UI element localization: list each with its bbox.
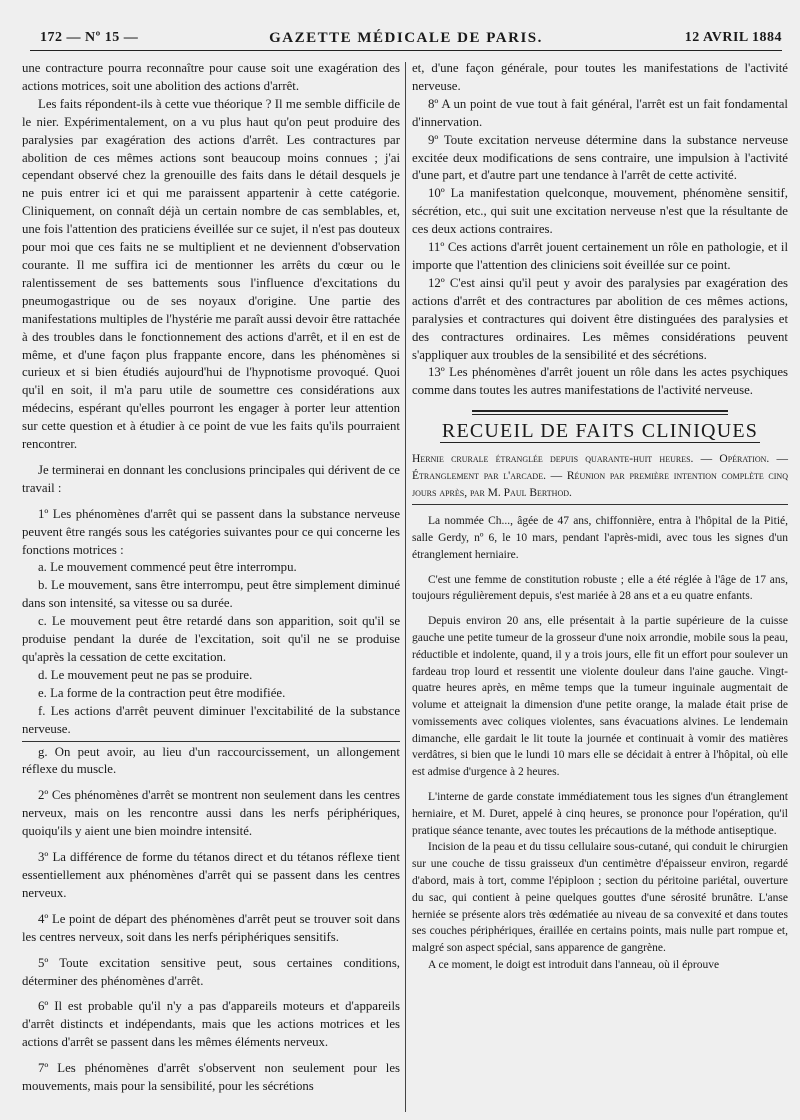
conclusion-subitem: d. Le mouvement peut ne pas se produire. <box>38 667 253 682</box>
paragraph: L'interne de garde constate immédiatement tous les signes d'un étranglement herniaire, et M. Duret, appelé à cinq heures, se prononce pour l'opération, qu'il pratique séance tenante, avec toutes les précautions de la méthode antiseptique. <box>412 791 788 837</box>
conclusion-subitem: e. La forme de la contraction peut être modifiée. <box>38 685 286 700</box>
conclusion-subitem: c. Le mouvement peut être retardé dans son apparition, soit qu'il se produise pendant la durée de l'excitation, soit qu'il ne se produise qu'après la cessation de cette excitation. <box>22 614 400 664</box>
conclusion-subitem: f. Les actions d'arrêt peuvent diminuer l'excitabilité de la substance nerveuse. <box>22 703 400 736</box>
conclusion-item: 7º Les phénomènes d'arrêt s'observent non seulement pour les mouvements, mais pour la sensibilité, pour les sécrétions <box>22 1061 400 1094</box>
conclusion-item: 11º Ces actions d'arrêt jouent certainement un rôle en pathologie, et il importe que l'attention des cliniciens soit éveillée sur ce point. <box>412 240 788 272</box>
journal-title: GAZETTE MÉDICALE DE PARIS. <box>269 30 543 46</box>
conclusion-subitem: b. Le mouvement, sans être interrompu, peut être simplement diminué dans son intensité, sa vitesse ou sa durée. <box>22 578 400 611</box>
article-heading: Hernie crurale étranglée depuis quarante-huit heures. — Opération. — Étranglement par l'arcade. — Réunion par première intention complète cinq jours après, par M. Paul Berthod. <box>412 451 788 505</box>
conclusion-item: 5º Toute excitation sensitive peut, sous certaines conditions, déterminer des phénomènes d'arrêt. <box>22 955 400 988</box>
paragraph: La nommée Ch..., âgée de 47 ans, chiffonnière, entra à l'hôpital de la Pitié, salle Gerdy, nº 6, le 10 mars, pendant l'après-midi, avec tous les signes d'un étranglement herniaire. <box>412 515 788 561</box>
paragraph: A ce moment, le doigt est introduit dans l'anneau, où il éprouve <box>428 959 720 972</box>
conclusion-item: 4º Le point de départ des phénomènes d'arrêt peut se trouver soit dans les centres nerveux, soit dans les nerfs périphériques sensitifs. <box>22 911 400 944</box>
conclusion-item: 12º C'est ainsi qu'il peut y avoir des paralysies par exagération des actions d'arrêt et des contractures par abolition de ces mêmes actions, paralysies et contractures qui doivent être distinguées des paralysies et des contractures ordinaires. Les mêmes considérations peuvent s'appliquer aux troubles de la sensibilité et des sécrétions. <box>412 275 788 362</box>
conclusion-item: 2º Ces phénomènes d'arrêt se montrent non seulement dans les centres nerveux, mais on les rencontre aussi dans les nerfs périphériques, quoiqu'ils y aient une bien moindre intensité. <box>22 788 400 839</box>
section-title <box>412 420 788 443</box>
conclusion-item: 9º Toute excitation nerveuse détermine dans la substance nerveuse excitée deux modifications de sens contraire, une impulsion à l'activité d'une part, et d'autre part une tendance à l'arrêt de cette activité. <box>412 132 788 183</box>
paragraph: une contracture pourra reconnaître pour cause soit une exagération des actions motrices, soit une abolition des actions d'arrêt. <box>22 61 400 93</box>
left-column <box>22 60 400 1096</box>
conclusion-subitem: g. On peut avoir, au lieu d'un raccourcissement, un allongement réflexe du muscle. <box>22 744 400 777</box>
conclusion-item: 8º A un point de vue tout à fait général, l'arrêt est un fait fondamental d'innervation. <box>412 96 788 129</box>
paragraph: C'est une femme de constitution robuste ; elle a été réglée à l'âge de 17 ans, toujours régulièrement depuis, s'est mariée à 28 ans et a eu quatre enfants. <box>412 573 788 603</box>
article-body <box>412 513 788 974</box>
conclusion-item: 1º Les phénomènes d'arrêt qui se passent dans la substance nerveuse peuvent être rangés sous les catégories suivantes pour ce qui concerne les fonctions motrices : <box>22 506 400 557</box>
right-column <box>412 60 788 974</box>
conclusion-item: 3º La différence de forme du tétanos direct et du tétanos réflexe tient essentiellement aux phénomènes d'arrêt qui se passent dans les centres nerveux. <box>22 850 400 900</box>
section-title-text: RECUEIL DE FAITS CLINIQUES <box>441 420 759 443</box>
paragraph: Depuis environ 20 ans, elle présentait à la partie supérieure de la cuisse gauche une petite tumeur de la grosseur d'une noix arrondie, mobile sous la peau, réductible et indolente, quand, il y a trois jours, elle fit un effort pour soulever un fardeau trop lourd et ressentit une violente douleur dans l'aine gauche. Vingt-quatre heures après, en même temps que la tumeur inguinale augmentait de volume et atteignait la dimension d'une petite orange, la malade était prise de vomissements avec coliques violentes, sans évacuations alvines. Le lendemain dimanche, elle gardait le lit toute la journée et continuait à vomir des matières verdâtres, si bien que le lundi 10 mars elle se décidait à entrer à l'hôpital, où elle est admise d'urgence à 2 heures. <box>412 615 788 779</box>
conclusion-item: 6º Il est probable qu'il n'y a pas d'appareils moteurs et d'appareils d'arrêt distincts et indépendants, mais que les actions motrices et les actions d'arrêt se passent dans les mêmes éléments nerveux. <box>22 999 400 1050</box>
conclusion-item: 10º La manifestation quelconque, mouvement, phénomène sensitif, sécrétion, etc., qui suit une excitation nerveuse n'est que la résultante de ces deux actions contraires. <box>412 186 788 237</box>
paragraph: Incision de la peau et du tissu cellulaire sous-cutané, qui conduit le chirurgien sur une couche de tissu graisseux d'un centimètre d'épaisseur environ, regardé d'abord, mais à tort, comme l'épiploon ; section du péritoine pariétal, ouverture du sac, qui contient à peine quelques gouttes d'une sérosité brunâtre. L'anse herniée se présente alors très œdématiée au niveau de sa convexité et dans toutes ses couches périphériques, éraillée en certains points, mais nulle part rompue et, malgré son aspect spécial, sans apparence de gangrène. <box>412 841 788 955</box>
paragraph: et, d'une façon générale, pour toutes les manifestations de l'activité nerveuse. <box>412 61 788 93</box>
rule <box>22 741 400 742</box>
page-header <box>30 28 782 51</box>
issue-date: 12 AVRIL 1884 <box>684 30 782 45</box>
page-number: 172 — Nº 15 — <box>40 30 139 45</box>
conclusion-subitem: a. Le mouvement commencé peut être interrompu. <box>38 560 297 575</box>
paragraph: Je terminerai en donnant les conclusions principales qui dérivent de ce travail : <box>22 462 400 495</box>
conclusion-item: 13º Les phénomènes d'arrêt jouent un rôle dans les actes psychiques comme dans toutes les autres manifestations de l'activité nerveuse. <box>412 365 788 398</box>
section-rule <box>472 410 728 415</box>
column-divider <box>405 62 406 1112</box>
paragraph: Les faits répondent-ils à cette vue théorique ? Il me semble difficile de le nier. Expérimentalement, on a vu plus haut qu'on peut produire des paralysies par exagération des actions d'arrêt. Les contractures par abolition de ces mêmes actions sont beaucoup moins connues ; j'ai cependant observé chez la grenouille des faits dans le détail desquels je ne puis entrer ici et qui me paraissent appartenir à cette catégorie. Cliniquement, on connaît déjà un certain nombre de cas semblables, et, une fois l'attention des praticiens éveillée sur ce sujet, il n'est pas douteux pour moi que ces faits ne se multiplient et ne deviennent d'observation courante. Il me suffira ici de mentionner les arrêts du cœur ou le ralentissement de ses battements sous l'influence d'excitations du pneumogastrique ou de ses noyaux d'origine. Une partie des manifestations multiples de l'hystérie me paraît aussi devoir être rattachée à des troubles dans le fonctionnement des actions d'arrêt, et il en est de même, et d'une façon plus frappante encore, dans les phénomènes si curieux et si bien étudiés aujourd'hui de l'hypnotisme provoqué. Quoi qu'il en soit, il m'a paru utile de soumettre ces considérations aux médecins, espérant qu'elles pourront les engager à porter leur attention sur cette question et à étudier à ce point de vue les faits qu'ils pourraient rencontrer. <box>22 96 400 452</box>
